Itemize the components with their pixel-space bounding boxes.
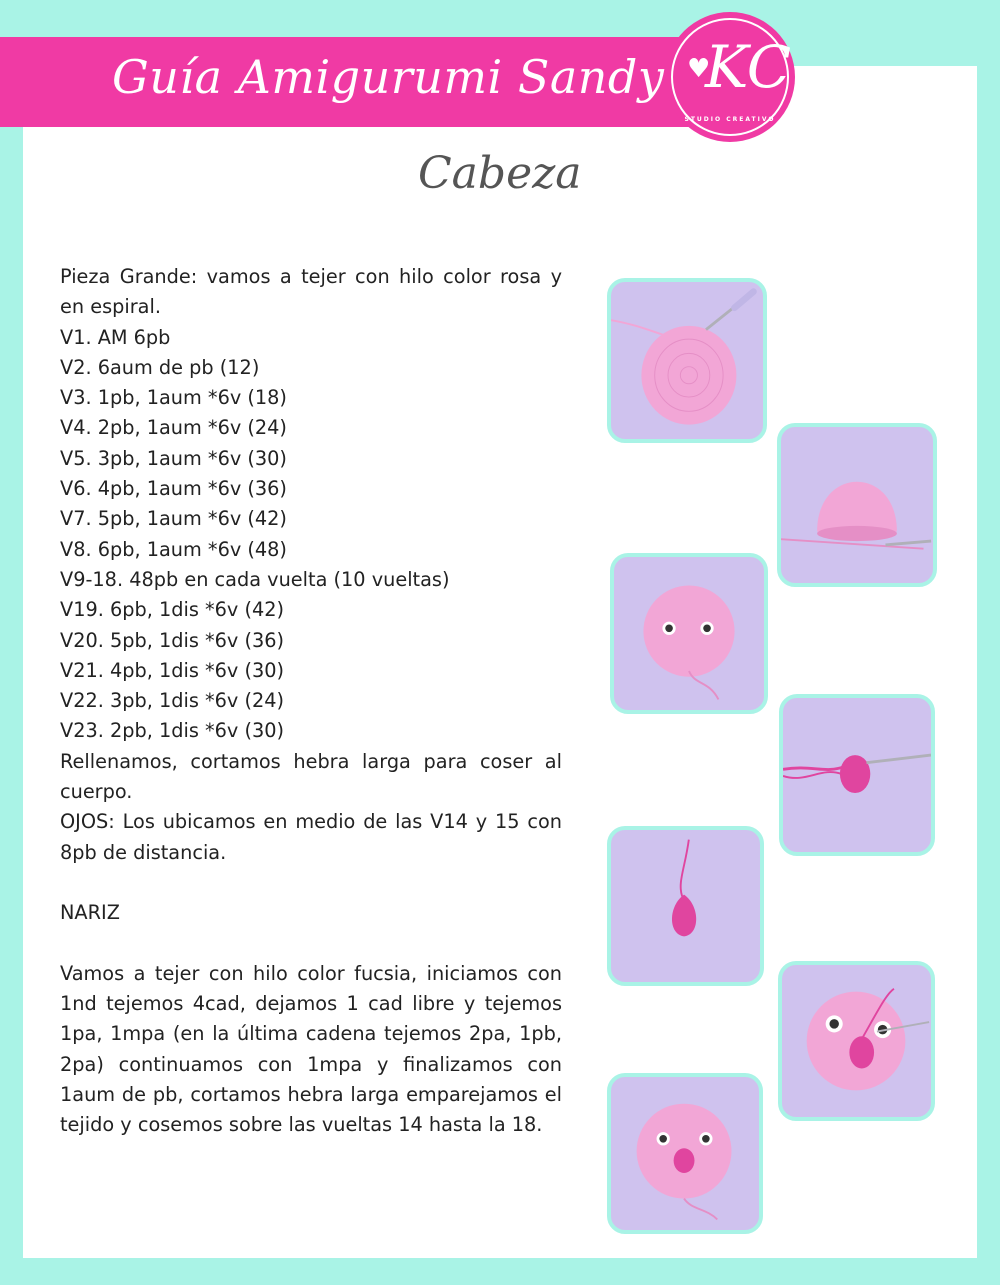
round-line: V4. 2pb, 1aum *6v (24) xyxy=(60,416,287,440)
step-photo-nose-hook xyxy=(779,694,935,856)
guide-title: Guía Amigurumi Sandy xyxy=(112,50,665,104)
step-photo-dome xyxy=(777,423,937,587)
round-line: V5. 3pb, 1aum *6v (30) xyxy=(60,446,287,470)
step-photo-nose-piece xyxy=(607,826,764,986)
round-line: V8. 6pb, 1aum *6v (48) xyxy=(60,537,287,561)
step-photo-finished-head xyxy=(607,1073,763,1234)
logo-tagline: STUDIO CREATIVO xyxy=(684,116,776,123)
round-line: V23. 2pb, 1dis *6v (30) xyxy=(60,719,285,743)
step-photo-sewing-nose xyxy=(778,961,935,1121)
round-line: V21. 4pb, 1dis *6v (30) xyxy=(60,658,285,682)
spacer xyxy=(60,868,562,898)
round-line: V2. 6aum de pb (12) xyxy=(60,355,260,379)
heart-icon: ♥ xyxy=(687,54,711,84)
section-title: Cabeza xyxy=(418,148,582,199)
pattern-instructions xyxy=(60,262,562,1141)
stuffing-text: Rellenamos, cortamos hebra larga para coser al cuerpo. xyxy=(60,749,562,804)
round-line: V22. 3pb, 1dis *6v (24) xyxy=(60,689,285,713)
intro-text: Pieza Grande: vamos a tejer con hilo color rosa y en espiral. xyxy=(60,265,562,319)
brand-logo xyxy=(665,12,795,142)
logo-letters: KC xyxy=(705,33,792,101)
spacer xyxy=(60,929,562,959)
round-line: V1. AM 6pb xyxy=(60,325,171,349)
round-line: V20. 5pb, 1dis *6v (36) xyxy=(60,628,285,652)
round-line: V7. 5pb, 1aum *6v (42) xyxy=(60,507,287,531)
round-line: V19. 6pb, 1dis *6v (42) xyxy=(60,598,285,622)
round-line: V3. 1pb, 1aum *6v (18) xyxy=(60,386,287,410)
step-photo-head-eyes xyxy=(610,553,768,714)
round-line: V9-18. 48pb en cada vuelta (10 vueltas) xyxy=(60,567,450,591)
round-line: V6. 4pb, 1aum *6v (36) xyxy=(60,477,287,501)
eyes-text: OJOS: Los ubicamos en medio de las V14 y 15 con 8pb de distancia. xyxy=(60,810,562,864)
step-photo-flat-circle xyxy=(607,278,767,443)
nose-heading: NARIZ xyxy=(60,901,120,925)
nose-text: Vamos a tejer con hilo color fucsia, iniciamos con 1nd tejemos 4cad, dejamos 1 cad libre y tejemos 1pa, 1mpa (en la última cadena tejemos 2pa, 1pb, 2pa) continuamos con 1mpa y finalizamos con 1aum de pb, cortamos hebra larga emparejamos el tejido y cosemos sobre las vueltas 14 hasta la 18. xyxy=(60,961,562,1137)
